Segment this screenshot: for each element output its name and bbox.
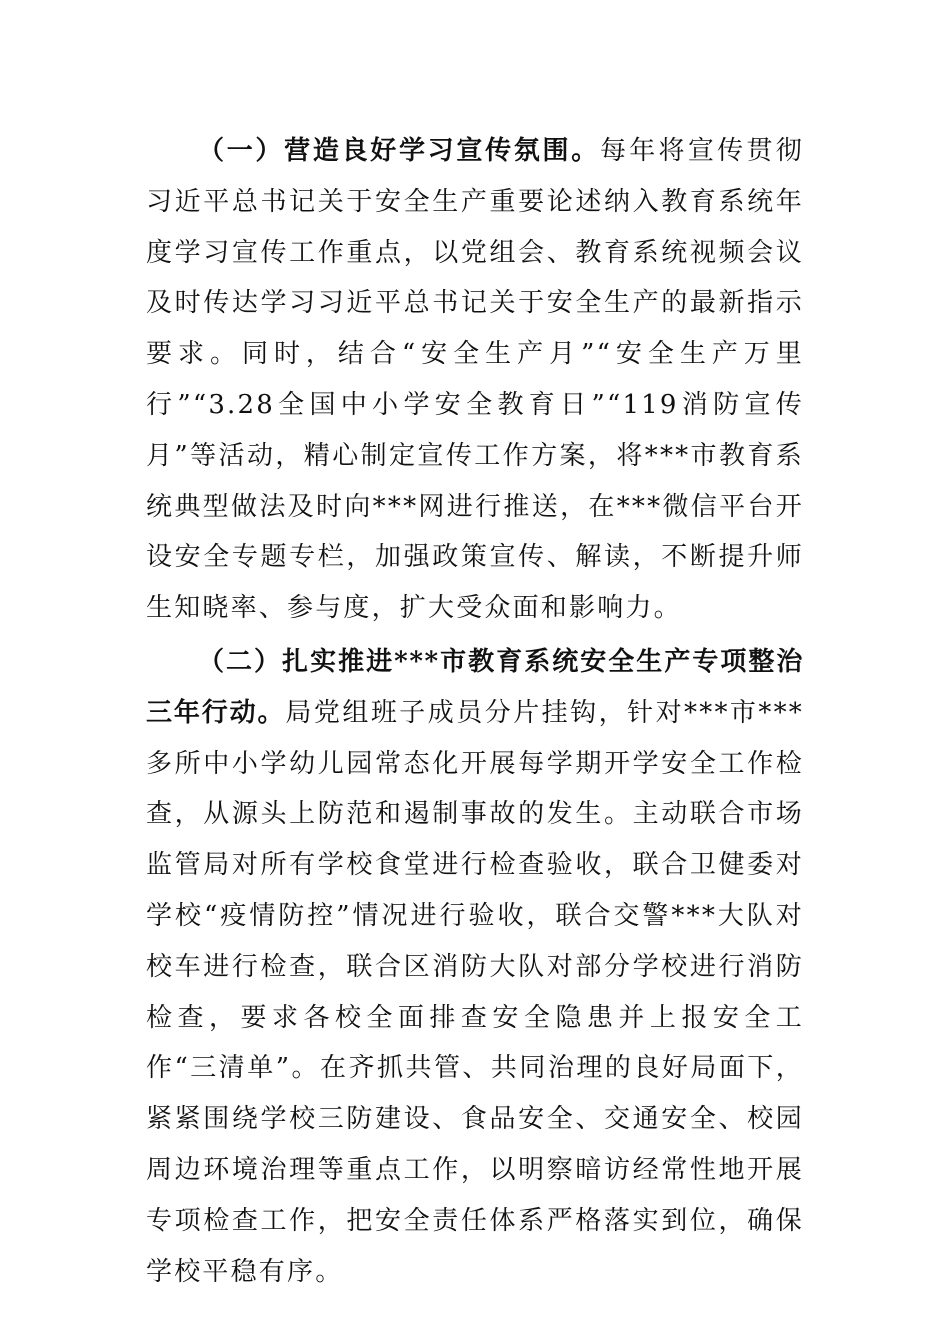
paragraph-1-heading: （一）营造良好学习宣传氛围。 <box>198 136 600 166</box>
document-body <box>146 126 804 1297</box>
paragraph-1-body: 每年将宣传贯彻习近平总书记关于安全生产重要论述纳入教育系统年度学习宣传工作重点，以党组会、教育系统视频会议及时传达学习习近平总书记关于安全生产的最新指示要求。同时，结合“安全生产月”“安全生产万里行”“3.28全国中小学安全教育日”“119消防宣传月”等活动，精心制定宣传工作方案，将***市教育系统典型做法及时向***网进行推送，在***微信平台开设安全专题专栏，加强政策宣传、解读，不断提升师生知晓率、参与度，扩大受众面和影响力。 <box>146 136 804 624</box>
paragraph-2 <box>146 637 804 1297</box>
paragraph-2-heading: （二）扎实推进***市教育系统安全生产专项整治三年行动。 <box>146 646 804 728</box>
paragraph-1 <box>146 126 804 634</box>
paragraph-2-body: 局党组班子成员分片挂钩，针对***市***多所中小学幼儿园常态化开展每学期开学安全工作检查，从源头上防范和遏制事故的发生。主动联合市场监管局对所有学校食堂进行检查验收，联合卫健委对学校“疫情防控”情况进行验收，联合交警***大队对校车进行检查，联合区消防大队对部分学校进行消防检查，要求各校全面排查安全隐患并上报安全工作“三清单”。在齐抓共管、共同治理的良好局面下，紧紧围绕学校三防建设、食品安全、交通安全、校园周边环境治理等重点工作，以明察暗访经常性地开展专项检查工作，把安全责任体系严格落实到位，确保学校平稳有序。 <box>146 697 804 1287</box>
